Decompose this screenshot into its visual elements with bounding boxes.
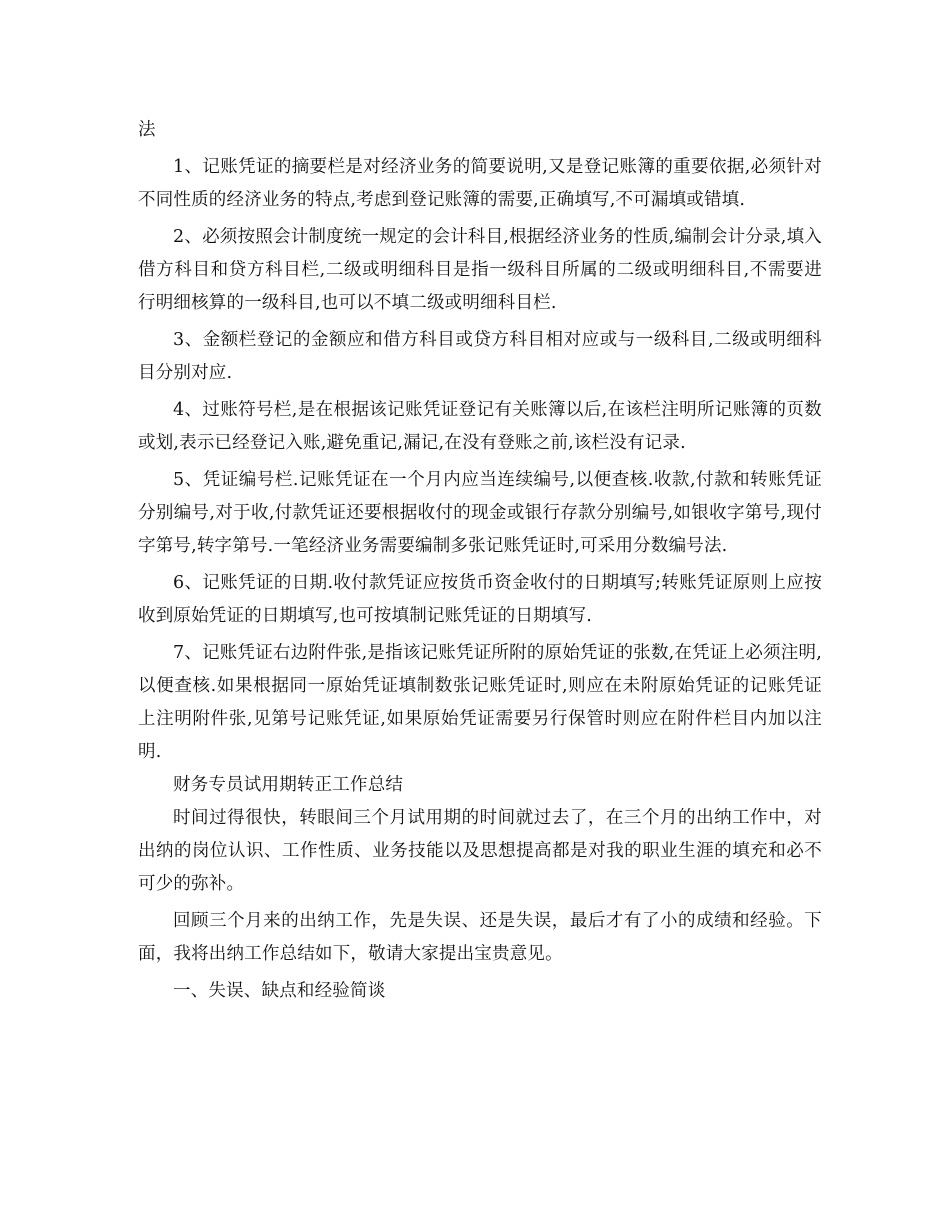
paragraph-review: 回顾三个月来的出纳工作，先是失误、还是失误，最后才有了小的成绩和经验。下面，我将出纳工作总结如下，敬请大家提出宝贵意见。 (138, 911, 822, 964)
paragraph-continuation: 法 (138, 120, 156, 140)
paragraph-item-5: 5、凭证编号栏.记账凭证在一个月内应当连续编号,以便查核.收款,付款和转账凭证分别编号,对于收,付款凭证还要根据收付的现金或银行存款分别编号,如银收字第号,现付字第号,转字第号.一笔经济业务需要编制多张记账凭证时,可采用分数编号法. (138, 470, 822, 556)
paragraph-item-7: 7、记账凭证右边附件张,是指该记账凭证所附的原始凭证的张数,在凭证上必须注明,以便查核.如果根据同一原始凭证填制数张记账凭证时,则应在未附原始凭证的记账凭证上注明附件张,见第号记账凭证,如果原始凭证需要另行保管时则应在附件栏目内加以注明. (138, 643, 822, 762)
document-body (138, 114, 822, 1008)
paragraph-item-1: 1、记账凭证的摘要栏是对经济业务的简要说明,又是登记账簿的重要依据,必须针对不同性质的经济业务的特点,考虑到登记账簿的需要,正确填写,不可漏填或错填. (138, 157, 822, 210)
paragraph-item-6: 6、记账凭证的日期.收付款凭证应按货币资金收付的日期填写;转账凭证原则上应按收到原始凭证的日期填写,也可按填制记账凭证的日期填写. (138, 573, 822, 626)
paragraph-intro: 时间过得很快，转眼间三个月试用期的时间就过去了，在三个月的出纳工作中，对出纳的岗位认识、工作性质、业务技能以及思想提高都是对我的职业生涯的填充和必不可少的弥补。 (138, 808, 822, 894)
section-title: 财务专员试用期转正工作总结 (173, 775, 404, 795)
paragraph-item-2: 2、必须按照会计制度统一规定的会计科目,根据经济业务的性质,编制会计分录,填入借方科目和贷方科目栏,二级或明细科目是指一级科目所属的二级或明细科目,不需要进行明细核算的一级科目,也可以不填二级或明细科目栏. (138, 227, 822, 313)
paragraph-item-4: 4、过账符号栏,是在根据该记账凭证登记有关账簿以后,在该栏注明所记账簿的页数或划,表示已经登记入账,避免重记,漏记,在没有登账之前,该栏没有记录. (138, 400, 822, 453)
paragraph-item-3: 3、金额栏登记的金额应和借方科目或贷方科目相对应或与一级科目,二级或明细科目分别对应. (138, 330, 822, 383)
subsection-heading: 一、失误、缺点和经验简谈 (173, 981, 386, 1001)
